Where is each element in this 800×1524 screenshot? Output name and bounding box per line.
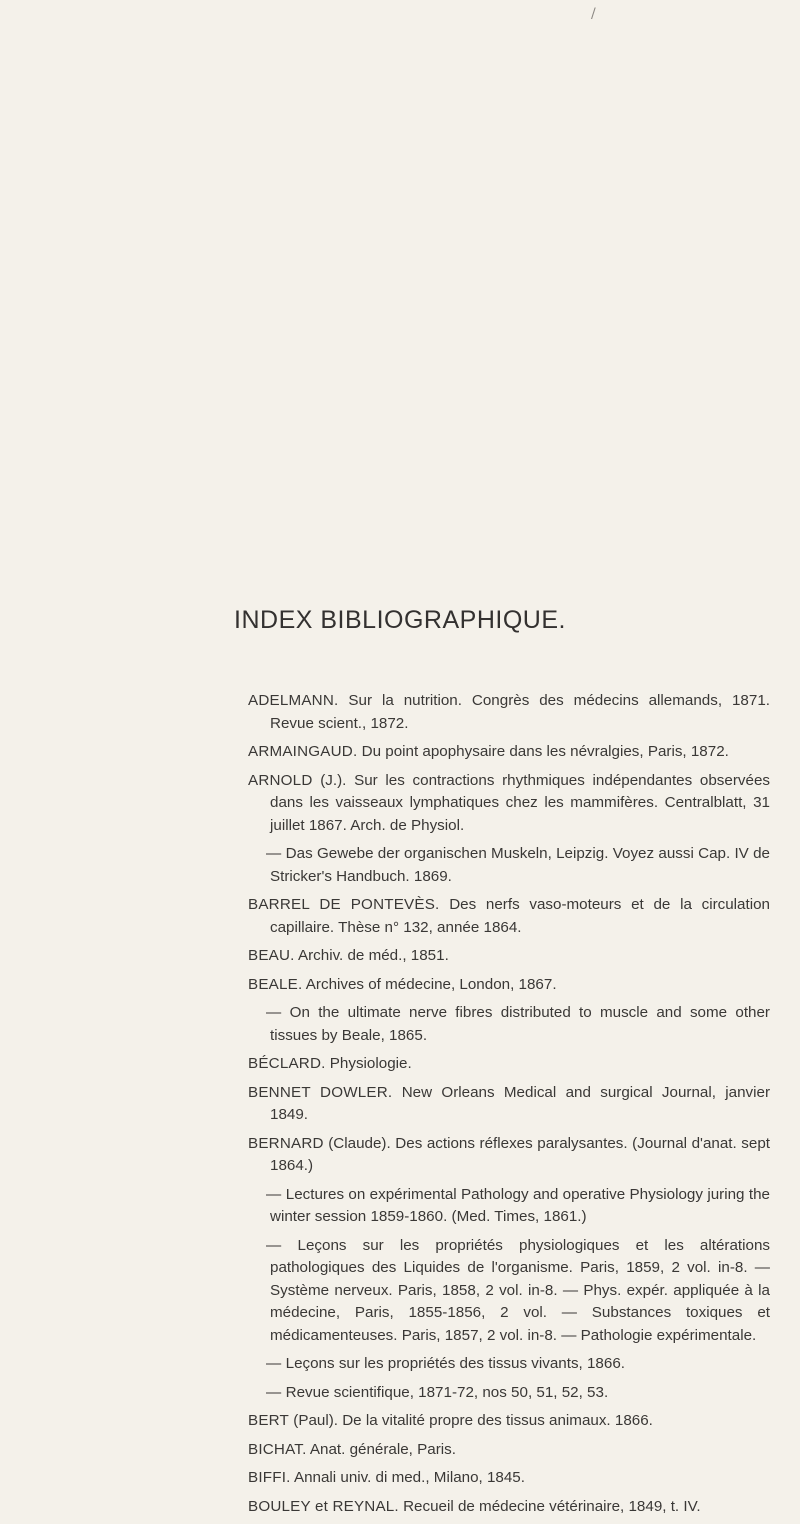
- bibliography-list: [248, 690, 770, 1524]
- entry-text: Du point apophysaire dans les névralgies, Paris, 1872.: [361, 743, 729, 760]
- entry-author: —: [266, 1236, 282, 1254]
- bibliography-entry: [248, 741, 770, 764]
- entry-text: (Claude). Des actions réflexes paralysantes. (Journal d'anat. sept 1864.): [270, 1134, 770, 1174]
- entry-author: BENNET DOWLER.: [248, 1083, 393, 1101]
- entry-text: Sur la nutrition. Congrès des médecins allemands, 1871. Revue scient., 1872.: [270, 692, 770, 732]
- entry-author: ARMAINGAUD.: [248, 743, 358, 760]
- page-mark: /: [591, 6, 596, 22]
- entry-text: Anat. générale, Paris.: [309, 1440, 456, 1458]
- entry-text: Leçons sur les propriétés des tissus vivants, 1866.: [285, 1355, 625, 1372]
- entry-text: Annali univ. di med., Milano, 1845.: [293, 1469, 525, 1486]
- entry-text: Revue scientifique, 1871-72, nos 50, 51, 52, 53.: [285, 1383, 609, 1401]
- bibliography-entry: [248, 1410, 770, 1433]
- bibliography-entry: [248, 1082, 770, 1127]
- entry-text: New Orleans Medical and surgical Journal, janvier 1849.: [270, 1083, 770, 1123]
- entry-author: BERNARD: [248, 1134, 324, 1152]
- entry-text: Recueil de médecine vétérinaire, 1849, t. IV.: [403, 1497, 701, 1515]
- bibliography-subentry: [248, 1184, 770, 1229]
- bibliography-entry: [248, 1439, 770, 1462]
- entry-author: BICHAT.: [248, 1440, 307, 1458]
- bibliography-entry: [248, 770, 770, 838]
- entry-author: BIFFI.: [248, 1469, 291, 1486]
- bibliography-entry: [248, 1496, 770, 1519]
- bibliography-entry: [248, 945, 770, 968]
- bibliography-entry: [248, 894, 770, 939]
- bibliography-subentry: [248, 1382, 770, 1405]
- entry-author: —: [266, 1355, 282, 1372]
- entry-text: Archives of médecine, London, 1867.: [305, 975, 557, 993]
- entry-author: BERT: [248, 1412, 290, 1429]
- bibliography-entry: [248, 1133, 770, 1178]
- entry-text: Lectures on expérimental Pathology and operative Physiology juring the winter session 1859-1860. (Med. Times, 1861.): [270, 1185, 770, 1225]
- entry-author: ADELMANN.: [248, 692, 339, 709]
- bibliography-entry: [248, 974, 770, 997]
- entry-author: —: [266, 845, 282, 862]
- entry-text: Leçons sur les propriétés physiologiques et les altérations pathologiques des Liquides de l'organisme. Paris, 1859, 2 vol. in-8. — Système nerveux. Paris, 1858, 2 vol. in-8. — Phys. expér. appliquée à la médecine, Paris, 1855-1856, 2 vol. — Substances toxiques et médicamenteuses. Paris, 1857, 2 vol. in-8. — Pathologie expérimentale.: [270, 1236, 770, 1344]
- entry-author: BÉCLARD.: [248, 1055, 326, 1072]
- bibliography-entry: [248, 1053, 770, 1076]
- entry-author: —: [266, 1383, 282, 1401]
- bibliography-entry: [248, 1467, 770, 1490]
- bibliography-subentry: [248, 1353, 770, 1376]
- entry-author: BARREL DE PONTEVÈS.: [248, 896, 440, 913]
- entry-text: On the ultimate nerve fibres distributed to muscle and some other tissues by Beale, 1865.: [270, 1004, 770, 1044]
- entry-author: BEALE.: [248, 975, 303, 993]
- entry-text: Archiv. de méd., 1851.: [297, 947, 449, 964]
- entry-author: —: [266, 1185, 282, 1203]
- page-title: INDEX BIBLIOGRAPHIQUE.: [234, 606, 566, 634]
- entry-text: (J.). Sur les contractions rhythmiques indépendantes observées dans les vaisseaux lymphatiques chez les mammifères. Centralblatt, 31 juillet 1867. Arch. de Physiol.: [270, 771, 770, 834]
- entry-text: Des nerfs vaso-moteurs et de la circulation capillaire. Thèse n° 132, année 1864.: [270, 896, 770, 936]
- entry-text: Das Gewebe der organischen Muskeln, Leipzig. Voyez aussi Cap. IV de Stricker's Handbuch. 1869.: [270, 845, 770, 885]
- bibliography-entry: [248, 690, 770, 735]
- entry-author: —: [266, 1004, 282, 1021]
- entry-author: ARNOLD: [248, 771, 313, 789]
- entry-author: BEAU.: [248, 947, 295, 964]
- entry-text: Physiologie.: [329, 1055, 412, 1072]
- bibliography-subentry: [248, 1235, 770, 1348]
- entry-author: BOULEY et REYNAL.: [248, 1497, 399, 1515]
- bibliography-subentry: [248, 1002, 770, 1047]
- entry-text: (Paul). De la vitalité propre des tissus animaux. 1866.: [293, 1412, 653, 1429]
- bibliography-subentry: [248, 843, 770, 888]
